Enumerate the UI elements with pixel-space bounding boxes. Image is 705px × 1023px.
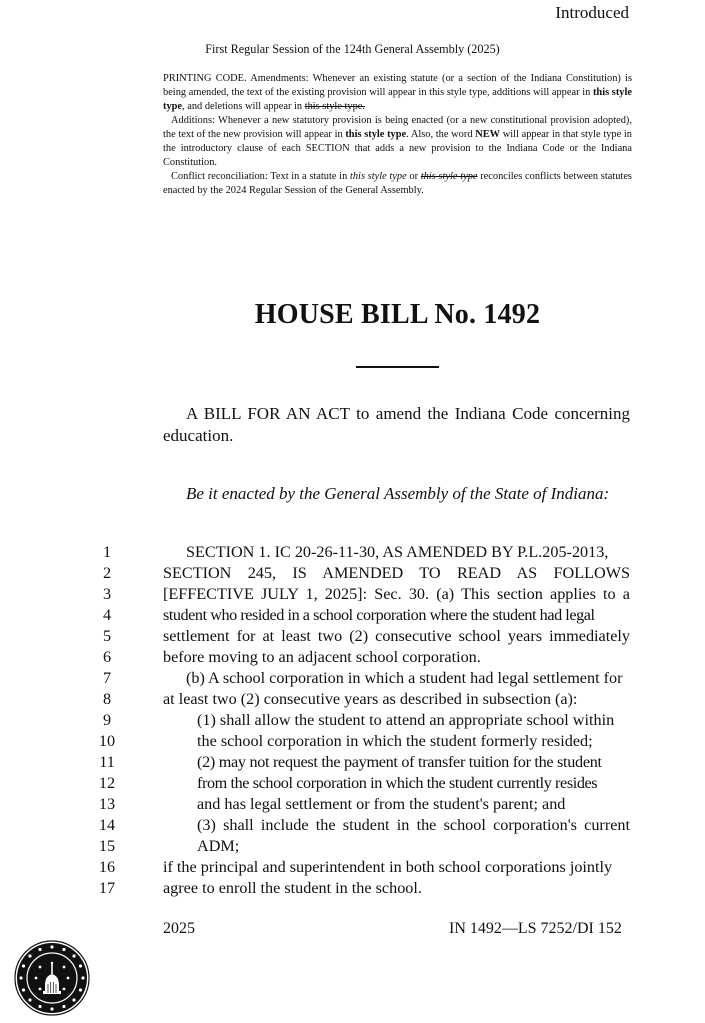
line-number: 8 [102,690,112,708]
bill-body [0,542,705,899]
line-text: SECTION 1. IC 20-26-11-30, AS AMENDED BY P.L.205-2013, [186,543,609,561]
bold-style-sample: this style type [163,87,632,112]
amendments-text-mid: , and deletions will appear in [182,101,305,112]
new-keyword: NEW [475,129,501,140]
numbered-line [0,584,705,605]
enacting-clause: Be it enacted by the General Assembly of the State of Indiana: [186,484,610,503]
line-number: 7 [102,669,112,687]
line-text: the school corporation in which the student formerly resided; [197,732,593,750]
line-text: if the principal and superintendent in both school corporations jointly [163,858,613,876]
numbered-line [0,752,705,773]
line-number: 16 [98,858,116,876]
strike-style-sample: this style type. [304,101,366,112]
line-text: (1) shall allow the student to attend an appropriate school within [197,711,615,729]
numbered-line [0,731,705,752]
line-number: 12 [98,774,116,792]
bill-title: HOUSE BILL No. 1492 [254,299,541,330]
line-text: (3) shall include the student in the school corporation's current [197,816,630,834]
line-text: agree to enroll the student in the school. [163,879,422,897]
printing-code-conflict [163,170,632,198]
footer-bill-reference: IN 1492—LS 7252/DI 152 [449,920,622,937]
line-number: 17 [98,879,116,897]
printing-code-notice [163,72,632,198]
line-text: student who resided in a school corporation where the student had legal [163,606,595,624]
numbered-line [0,836,705,857]
line-text: before moving to an adjacent school corporation. [163,648,481,666]
act-description: A BILL FOR AN ACT to amend the Indiana Code concerning education. [163,404,630,445]
numbered-line [0,605,705,626]
numbered-line [0,626,705,647]
bold-style-sample: this style type [345,129,407,140]
numbered-line [0,647,705,668]
amendments-text: PRINTING CODE. Amendments: Whenever an existing statute (or a section of the Indiana Constitution) is being amended, the text of the existing provision will appear in this style type, additions will appear in [163,73,632,98]
conflict-text-end: reconciles conflicts between statutes enacted by the 2024 Regular Session of the General Assembly. [163,171,632,196]
numbered-line [0,542,705,563]
line-text: [EFFECTIVE JULY 1, 2025]: Sec. 30. (a) This section applies to a [163,585,630,603]
line-number: 11 [99,753,115,771]
line-number: 9 [102,711,112,729]
line-number: 10 [98,732,116,750]
bill-status-label: Introduced [555,3,629,22]
line-number: 1 [102,543,112,561]
numbered-line [0,815,705,836]
numbered-line [0,563,705,584]
line-number: 2 [102,564,112,582]
conflict-text: Conflict reconciliation: Text in a statute in [171,171,350,182]
line-text: settlement for at least two (2) consecutive school years immediately [163,627,630,645]
line-text: from the school corporation in which the student currently resides [197,774,598,792]
numbered-line [0,689,705,710]
numbered-line [0,794,705,815]
title-divider [356,366,439,368]
numbered-line [0,710,705,731]
numbered-line [0,773,705,794]
line-number: 6 [102,648,112,666]
line-number: 5 [102,627,112,645]
line-text: at least two (2) consecutive years as described in subsection (a): [163,690,578,708]
line-text: (b) A school corporation in which a student had legal settlement for [186,669,623,687]
additions-text: Additions: Whenever a new statutory provision is being enacted (or a new constitutional provision adopted), the text of the new provision will appear in [163,115,632,140]
italic-strike-style-sample: this style type [420,171,478,182]
conflict-text-mid: or [406,171,421,182]
numbered-line [0,878,705,899]
printing-code-amendments [163,72,632,114]
line-number: 3 [102,585,112,603]
line-text: and has legal settlement or from the student's parent; and [197,795,566,813]
printing-code-additions [163,114,632,170]
additions-text-mid: . Also, the word [406,129,476,140]
numbered-line [0,668,705,689]
line-number: 14 [98,816,116,834]
italic-style-sample: this style type [349,171,407,182]
footer-year: 2025 [163,920,195,937]
additions-text-end: will appear in that style type in the introductory clause of each SECTION that adds a new provision to the Indiana Code or the Indiana Constitution. [163,129,632,168]
line-text: SECTION 245, IS AMENDED TO READ AS FOLLOWS [163,564,630,582]
line-number: 13 [98,795,116,813]
line-text: (2) may not request the payment of transfer tuition for the student [197,753,602,771]
line-text: ADM; [197,837,240,855]
session-heading: First Regular Session of the 124th General Assembly (2025) [205,42,500,56]
line-number: 4 [102,606,112,624]
numbered-line [0,857,705,878]
line-number: 15 [98,837,116,855]
indiana-statehouse-seal-icon [14,940,90,1016]
